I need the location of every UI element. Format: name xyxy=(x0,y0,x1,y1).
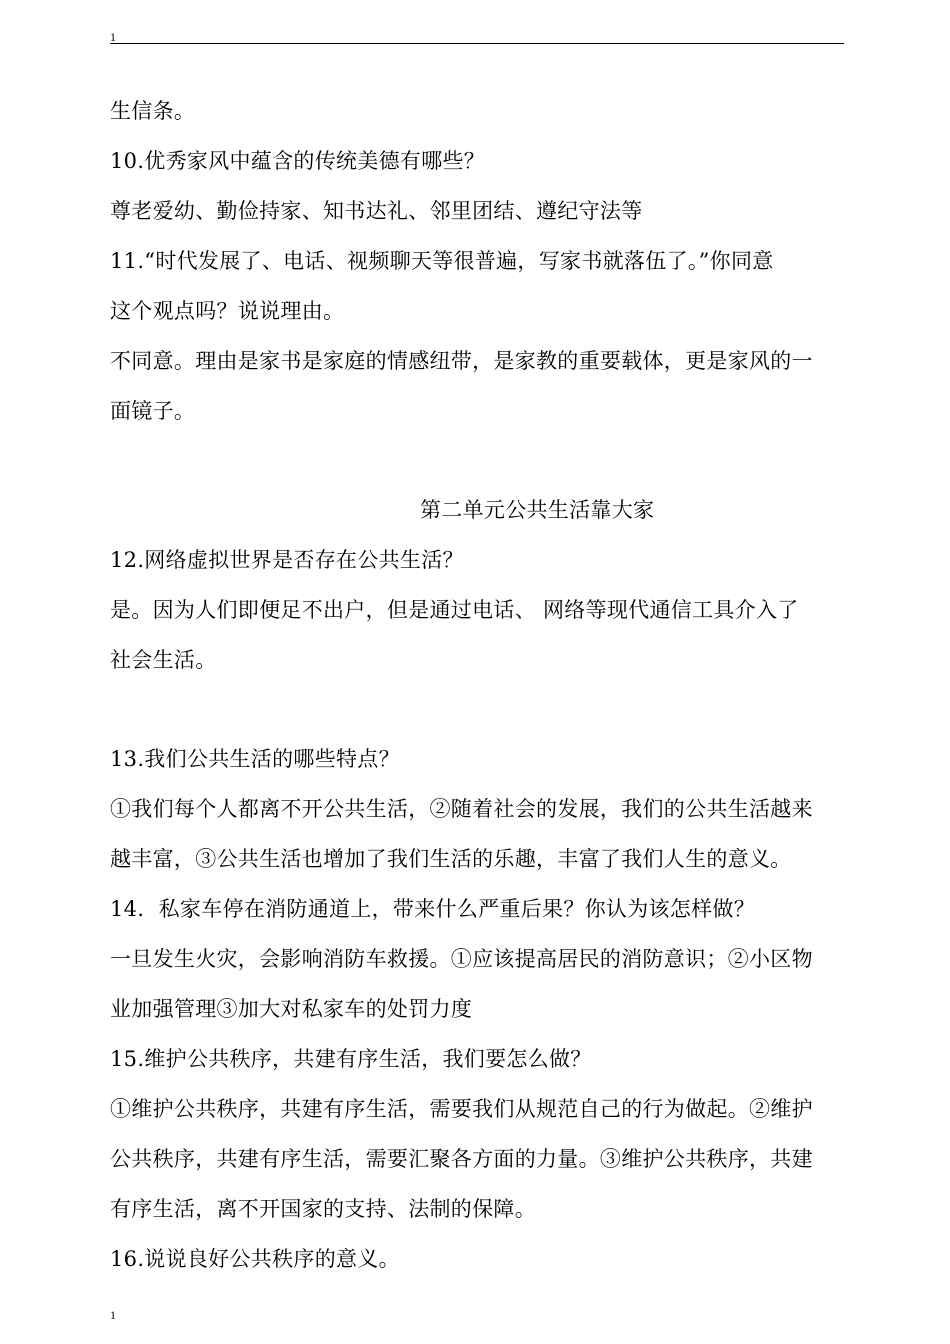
answer-15-cont: 有序生活，离不开国家的支持、法制的保障。 xyxy=(110,1197,536,1221)
question-14: 14．私家车停在消防通道上，带来什么严重后果？你认为该怎样做？ xyxy=(110,897,756,921)
answer-14-cont: 业加强管理③加大对私家车的处罚力度 xyxy=(110,997,473,1021)
question-11: 11.“时代发展了、电话、视频聊天等很普遍，写家书就落伍了。”你同意 xyxy=(110,249,774,273)
question-16: 16.说说良好公共秩序的意义。 xyxy=(110,1247,400,1271)
question-11-cont: 这个观点吗？说说理由。 xyxy=(110,299,345,323)
text-line: 生信条。 xyxy=(110,99,196,123)
question-12: 12.网络虚拟世界是否存在公共生活？ xyxy=(110,548,464,572)
answer-13: ①我们每个人都离不开公共生活，②随着社会的发展，我们的公共生活越来 xyxy=(110,797,813,821)
answer-13-cont: 越丰富，③公共生活也增加了我们生活的乐趣，丰富了我们人生的意义。 xyxy=(110,847,792,871)
page-number-top: 1 xyxy=(110,30,116,44)
answer-12: 是。因为人们即便足不出户，但是通过电话、 网络等现代通信工具介入了 xyxy=(110,598,799,622)
answer-15-cont: 公共秩序，共建有序生活，需要汇聚各方面的力量。③维护公共秩序，共建 xyxy=(110,1147,813,1171)
question-15: 15.维护公共秩序，共建有序生活，我们要怎么做？ xyxy=(110,1047,592,1071)
answer-10: 尊老爱幼、勤俭持家、知书达礼、邻里团结、遵纪守法等 xyxy=(110,199,643,223)
header-rule xyxy=(110,43,844,44)
page-number-bottom: 1 xyxy=(110,1308,116,1322)
answer-11-cont: 面镜子。 xyxy=(110,399,196,423)
section-title: 第二单元公共生活靠大家 xyxy=(420,498,655,522)
question-13: 13.我们公共生活的哪些特点？ xyxy=(110,747,400,771)
answer-12-cont: 社会生活。 xyxy=(110,648,217,672)
question-10: 10.优秀家风中蕴含的传统美德有哪些？ xyxy=(110,149,486,173)
answer-11: 不同意。理由是家书是家庭的情感纽带，是家教的重要载体，更是家风的一 xyxy=(110,349,813,373)
answer-15: ①维护公共秩序，共建有序生活，需要我们从规范自己的行为做起。②维护 xyxy=(110,1097,813,1121)
answer-14: 一旦发生火灾，会影响消防车救援。①应该提高居民的消防意识；②小区物 xyxy=(110,947,813,971)
